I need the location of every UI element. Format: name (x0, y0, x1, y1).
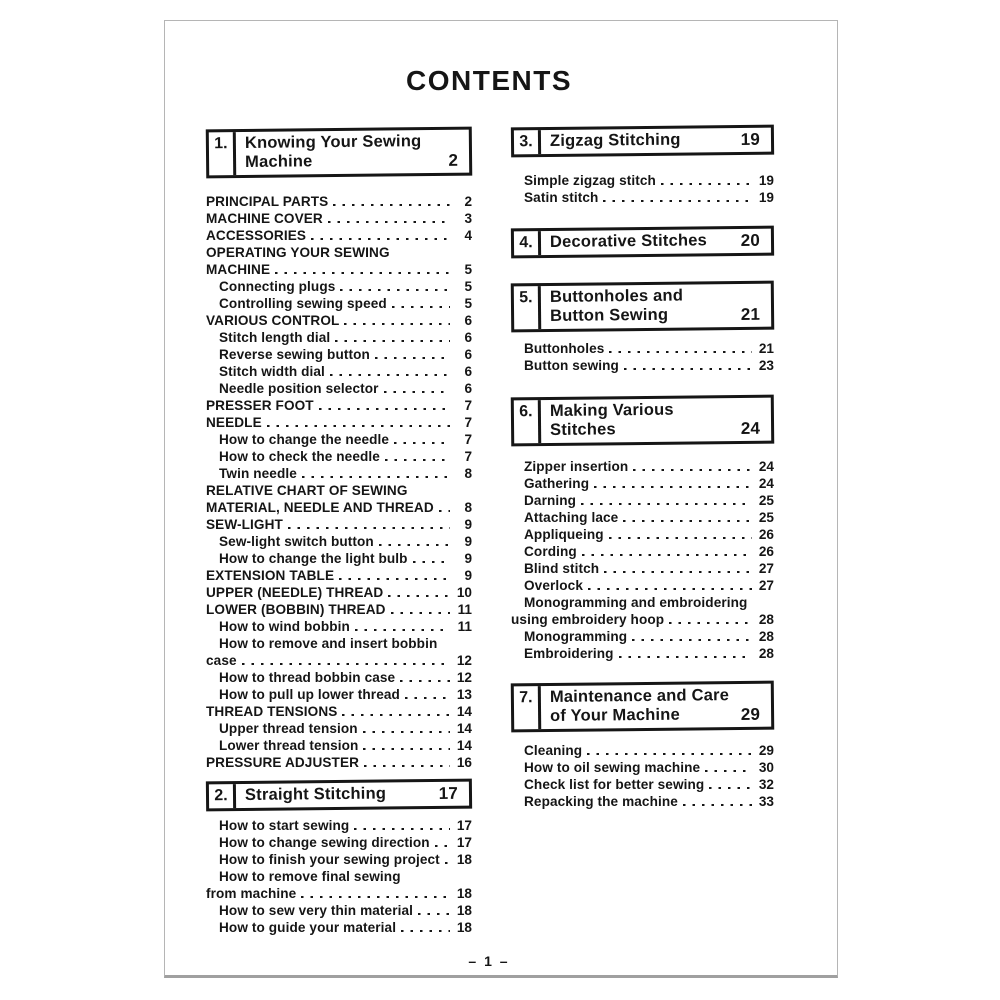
section-title-line: Knowing Your Sewing (244, 132, 422, 152)
toc-entry-label: How to wind bobbin (219, 619, 350, 634)
toc-entry-page: 5 (464, 296, 472, 311)
dot-leader (391, 612, 450, 615)
toc-entry-page: 17 (456, 835, 472, 850)
toc-entry-page: 5 (464, 279, 472, 294)
toc-entry-page: 30 (758, 760, 774, 775)
section-number: 6. (514, 400, 541, 443)
toc-entry-page: 18 (456, 903, 472, 918)
toc-entry-label: Overlock (524, 578, 583, 593)
section-2 (206, 780, 472, 935)
toc-entry-label: MACHINE COVER (206, 211, 323, 226)
section-header-box (206, 127, 472, 179)
dot-leader (603, 200, 752, 203)
toc-entry (206, 209, 472, 226)
section-page-number: 29 (740, 704, 761, 724)
toc-entry-page: 7 (464, 432, 472, 447)
toc-entry (206, 884, 472, 901)
toc-entry (206, 549, 472, 566)
toc-entry-page: 27 (758, 578, 774, 593)
toc-entry (206, 532, 472, 549)
dot-leader (609, 537, 752, 540)
toc-entry (206, 583, 472, 600)
section-title-line: Buttonholes and (549, 286, 684, 306)
dot-leader (384, 391, 450, 394)
manual-page (164, 20, 838, 978)
dot-leader (319, 408, 450, 411)
toc-entry (206, 850, 472, 867)
toc-entry (206, 260, 472, 277)
toc-entry-page: 7 (464, 398, 472, 413)
dot-leader (401, 930, 450, 933)
toc-entry (511, 188, 774, 205)
section-title (236, 130, 469, 175)
dot-leader (267, 425, 450, 428)
section-number: 2. (209, 784, 236, 808)
section-number: 7. (514, 686, 541, 729)
dot-leader (275, 272, 450, 275)
toc-entry-label: Stitch width dial (219, 364, 325, 379)
toc-entry-label: Stitch length dial (219, 330, 331, 345)
toc-entry-page: 24 (758, 476, 774, 491)
toc-entry-page: 7 (464, 415, 472, 430)
toc-entry (511, 792, 774, 809)
toc-entry (511, 356, 774, 373)
dot-leader (364, 765, 450, 768)
section-header-box (511, 125, 774, 158)
toc-entry-label: MATERIAL, NEEDLE AND THREAD (206, 500, 434, 515)
toc-entry (206, 277, 472, 294)
toc-entry-label: THREAD TENSIONS (206, 704, 338, 719)
section-title-line: Decorative Stitches (549, 231, 708, 251)
page-title: CONTENTS (406, 65, 572, 96)
section-1 (206, 128, 472, 770)
dot-leader (633, 469, 752, 472)
dot-leader (339, 578, 450, 581)
section-number: 3. (514, 130, 541, 154)
toc-entry (511, 559, 774, 576)
toc-entry-label: Button sewing (524, 358, 619, 373)
toc-entry (206, 243, 472, 260)
dot-leader (342, 714, 450, 717)
toc-entry (511, 474, 774, 491)
toc-entry-label: How to check the needle (219, 449, 380, 464)
section-header-box (206, 779, 472, 812)
toc-entry-page: 33 (758, 794, 774, 809)
toc-entry-label: How to change sewing direction (219, 835, 430, 850)
toc-entry-label: How to sew very thin material (219, 903, 414, 918)
toc-entry-label: Check list for better sewing (524, 777, 705, 792)
toc-entry-page: 6 (464, 381, 472, 396)
toc-entry-label: Attaching lace (524, 510, 619, 525)
dot-leader (418, 913, 450, 916)
toc-entry-page: 26 (758, 527, 774, 542)
toc-entry-page: 11 (457, 619, 472, 634)
toc-entry (206, 362, 472, 379)
section-title (236, 782, 469, 808)
toc-entry (511, 339, 774, 356)
toc-entry-page: 8 (464, 466, 472, 481)
page-number-footer: – 1 – (468, 953, 510, 969)
toc-entry-page: 23 (758, 358, 774, 373)
toc-entry-label: RELATIVE CHART OF SEWING (206, 483, 408, 498)
toc-entry-label: VARIOUS CONTROL (206, 313, 340, 328)
dot-leader (705, 770, 752, 773)
section-header-box (511, 226, 774, 259)
toc-entry-page: 12 (456, 670, 472, 685)
dot-leader (363, 748, 450, 751)
toc-entry-page: 5 (464, 262, 472, 277)
dot-leader (375, 357, 450, 360)
toc-entry-page: 4 (464, 228, 472, 243)
dot-leader (445, 862, 450, 865)
toc-entry (206, 651, 472, 668)
toc-entry-label: from machine (206, 886, 297, 901)
toc-entry-label: PRINCIPAL PARTS (206, 194, 329, 209)
toc-entry (206, 430, 472, 447)
section-page-number: 19 (740, 129, 761, 149)
toc-entry-page: 14 (456, 738, 472, 753)
dot-leader (661, 183, 752, 186)
toc-entry-page: 19 (758, 190, 774, 205)
toc-entry (206, 867, 472, 884)
toc-entry-label: Repacking the machine (524, 794, 678, 809)
toc-entry-label: MACHINE (206, 262, 271, 277)
toc-entry-page: 13 (456, 687, 472, 702)
toc-entry (511, 775, 774, 792)
dot-leader (330, 374, 450, 377)
section-header-box (511, 681, 774, 733)
toc-entry (206, 498, 472, 515)
toc-entry-page: 19 (758, 173, 774, 188)
section-title (541, 128, 771, 154)
section-title-line: Maintenance and Care (549, 686, 730, 706)
toc-entry (206, 226, 472, 243)
toc-entry-label: ACCESSORIES (206, 228, 307, 243)
toc-entry (206, 753, 472, 770)
toc-entry (206, 345, 472, 362)
toc-entry-label: How to finish your sewing project (219, 852, 440, 867)
toc-entry-page: 9 (464, 551, 472, 566)
dot-leader (354, 828, 450, 831)
toc-entry-page: 6 (464, 330, 472, 345)
toc-entry-list (511, 339, 774, 373)
section-number: 1. (209, 132, 236, 175)
section-page-number: 20 (740, 230, 761, 250)
toc-entry (206, 617, 472, 634)
toc-entry (511, 758, 774, 775)
toc-entry (206, 379, 472, 396)
dot-leader (604, 571, 752, 574)
toc-column-right (511, 126, 774, 809)
toc-entry-page: 27 (758, 561, 774, 576)
toc-entry-page: 29 (758, 743, 774, 758)
dot-leader (413, 561, 450, 564)
toc-entry-list (511, 457, 774, 661)
section-title (541, 398, 771, 443)
toc-entry-label: How to pull up lower thread (219, 687, 400, 702)
toc-entry-label: Controlling sewing speed (219, 296, 387, 311)
toc-entry-page: 21 (758, 341, 774, 356)
toc-entry-page: 28 (758, 629, 774, 644)
toc-entry (206, 447, 472, 464)
section-4 (511, 227, 774, 257)
dot-leader (392, 306, 450, 309)
dot-leader (311, 238, 450, 241)
toc-entry-page: 24 (758, 459, 774, 474)
toc-entry-page: 6 (464, 313, 472, 328)
toc-entry-label: Connecting plugs (219, 279, 336, 294)
toc-entry (206, 311, 472, 328)
dot-leader (683, 804, 752, 807)
dot-leader (340, 289, 450, 292)
toc-entry-page: 25 (758, 510, 774, 525)
toc-entry (511, 644, 774, 661)
toc-entry-label: How to remove and insert bobbin (219, 636, 438, 651)
dot-leader (344, 323, 450, 326)
toc-entry (206, 600, 472, 617)
section-page-number: 17 (438, 783, 459, 803)
toc-entry-page: 25 (758, 493, 774, 508)
section-5 (511, 282, 774, 373)
toc-entry-label: Monogramming and embroidering (524, 595, 748, 610)
section-7 (511, 682, 774, 809)
dot-leader (385, 459, 450, 462)
toc-entry-page: 16 (456, 755, 472, 770)
toc-entry-label: Cording (524, 544, 577, 559)
toc-entry (206, 481, 472, 498)
toc-entry-label: Darning (524, 493, 577, 508)
section-title-line: Stitches (549, 420, 616, 439)
dot-leader (301, 896, 450, 899)
toc-entry (206, 816, 472, 833)
toc-entry-list (511, 171, 774, 205)
dot-leader (587, 753, 752, 756)
section-title (541, 284, 771, 329)
toc-entry (206, 192, 472, 209)
section-page-number: 2 (448, 150, 459, 170)
toc-entry-label: Monogramming (524, 629, 628, 644)
dot-leader (335, 340, 450, 343)
toc-entry-label: PRESSER FOOT (206, 398, 314, 413)
dot-leader (624, 368, 752, 371)
dot-leader (363, 731, 450, 734)
toc-entry-label: Blind stitch (524, 561, 600, 576)
toc-entry-page: 11 (457, 602, 472, 617)
dot-leader (288, 527, 450, 530)
section-page-number: 24 (740, 418, 761, 438)
toc-entry-label: SEW-LIGHT (206, 517, 283, 532)
toc-entry-list (511, 741, 774, 809)
toc-entry-page: 6 (464, 364, 472, 379)
toc-entry-page: 6 (464, 347, 472, 362)
toc-entry (511, 741, 774, 758)
dot-leader (242, 663, 450, 666)
toc-entry-page: 18 (456, 852, 472, 867)
toc-entry-page: 9 (464, 534, 472, 549)
toc-entry (206, 702, 472, 719)
section-title-line: Straight Stitching (244, 784, 387, 804)
toc-entry-label: OPERATING YOUR SEWING (206, 245, 390, 260)
toc-entry (511, 457, 774, 474)
toc-entry (511, 576, 774, 593)
dot-leader (400, 680, 450, 683)
toc-entry (511, 491, 774, 508)
toc-entry-page: 3 (464, 211, 472, 226)
toc-entry-list (206, 192, 472, 770)
toc-entry (511, 542, 774, 559)
toc-entry-label: Lower thread tension (219, 738, 359, 753)
section-title-line: Button Sewing (549, 305, 669, 325)
toc-entry (206, 413, 472, 430)
toc-entry-page: 17 (456, 818, 472, 833)
toc-entry-label: Needle position selector (219, 381, 379, 396)
toc-entry-label: EXTENSION TABLE (206, 568, 335, 583)
toc-entry (511, 508, 774, 525)
dot-leader (435, 845, 450, 848)
section-title-line: Zigzag Stitching (549, 130, 681, 150)
dot-leader (405, 697, 450, 700)
toc-entry-label: How to change the light bulb (219, 551, 408, 566)
toc-entry-label: Gathering (524, 476, 590, 491)
toc-entry (206, 566, 472, 583)
toc-entry (206, 833, 472, 850)
dot-leader (333, 204, 450, 207)
dot-leader (355, 629, 450, 632)
section-title-line: Making Various (549, 400, 674, 420)
toc-entry-label: using embroidery hoop (511, 612, 665, 627)
dot-leader (328, 221, 450, 224)
toc-entry (206, 901, 472, 918)
toc-entry-label: How to start sewing (219, 818, 350, 833)
toc-entry-label: Simple zigzag stitch (524, 173, 656, 188)
toc-entry (206, 736, 472, 753)
toc-entry-label: LOWER (BOBBIN) THREAD (206, 602, 386, 617)
toc-entry-page: 28 (758, 612, 774, 627)
toc-entry-label: Upper thread tension (219, 721, 358, 736)
dot-leader (379, 544, 450, 547)
section-6 (511, 396, 774, 661)
toc-entry-label: PRESSURE ADJUSTER (206, 755, 360, 770)
dot-leader (623, 520, 752, 523)
toc-entry-label: Satin stitch (524, 190, 599, 205)
dot-leader (302, 476, 450, 479)
toc-entry-label: Reverse sewing button (219, 347, 370, 362)
toc-entry-page: 8 (464, 500, 472, 515)
toc-entry (511, 610, 774, 627)
toc-entry (511, 525, 774, 542)
toc-entry (206, 515, 472, 532)
dot-leader (388, 595, 450, 598)
toc-entry-label: Appliqueing (524, 527, 604, 542)
dot-leader (394, 442, 450, 445)
toc-entry-page: 18 (456, 920, 472, 935)
dot-leader (588, 588, 752, 591)
section-number: 4. (514, 231, 541, 255)
toc-entry-label: How to change the needle (219, 432, 390, 447)
section-title (541, 229, 771, 255)
dot-leader (581, 503, 752, 506)
toc-entry (206, 685, 472, 702)
toc-entry (511, 593, 774, 610)
toc-entry (206, 328, 472, 345)
dot-leader (619, 656, 752, 659)
toc-entry-page: 2 (464, 194, 472, 209)
toc-entry-label: case (206, 653, 237, 668)
section-title-line: Machine (244, 152, 313, 171)
toc-entry-label: How to remove final sewing (219, 869, 401, 884)
section-page-number: 21 (740, 304, 761, 324)
toc-entry (206, 719, 472, 736)
toc-entry-page: 14 (456, 721, 472, 736)
toc-entry (206, 464, 472, 481)
toc-entry-label: Zipper insertion (524, 459, 629, 474)
toc-entry (206, 918, 472, 935)
dot-leader (582, 554, 752, 557)
toc-entry-label: NEEDLE (206, 415, 262, 430)
toc-entry-page: 7 (464, 449, 472, 464)
toc-entry (206, 668, 472, 685)
toc-entry-label: How to oil sewing machine (524, 760, 701, 775)
toc-entry-label: Cleaning (524, 743, 583, 758)
toc-entry-page: 10 (456, 585, 472, 600)
dot-leader (709, 787, 752, 790)
toc-entry-label: Sew-light switch button (219, 534, 374, 549)
toc-entry-page: 14 (456, 704, 472, 719)
section-title-line: of Your Machine (549, 705, 681, 725)
toc-entry (206, 634, 472, 651)
section-number: 5. (514, 286, 541, 329)
section-title (541, 684, 771, 729)
dot-leader (609, 351, 752, 354)
toc-entry-page: 26 (758, 544, 774, 559)
toc-entry (511, 171, 774, 188)
toc-entry (206, 396, 472, 413)
toc-entry-page: 9 (464, 517, 472, 532)
toc-entry (511, 627, 774, 644)
dot-leader (439, 510, 450, 513)
toc-entry (206, 294, 472, 311)
toc-column-left (206, 128, 472, 935)
section-header-box (511, 395, 774, 447)
toc-entry-label: Buttonholes (524, 341, 605, 356)
toc-entry-label: UPPER (NEEDLE) THREAD (206, 585, 384, 600)
toc-entry-label: How to guide your material (219, 920, 397, 935)
dot-leader (632, 639, 752, 642)
dot-leader (594, 486, 752, 489)
section-header-box (511, 281, 774, 333)
toc-entry-label: Embroidering (524, 646, 614, 661)
toc-entry-page: 9 (464, 568, 472, 583)
toc-entry-page: 18 (456, 886, 472, 901)
toc-entry-label: Twin needle (219, 466, 297, 481)
section-3 (511, 126, 774, 205)
toc-entry-list (206, 816, 472, 935)
toc-entry-label: How to thread bobbin case (219, 670, 396, 685)
toc-entry-page: 32 (758, 777, 774, 792)
toc-entry-page: 12 (456, 653, 472, 668)
dot-leader (669, 622, 752, 625)
toc-entry-page: 28 (758, 646, 774, 661)
